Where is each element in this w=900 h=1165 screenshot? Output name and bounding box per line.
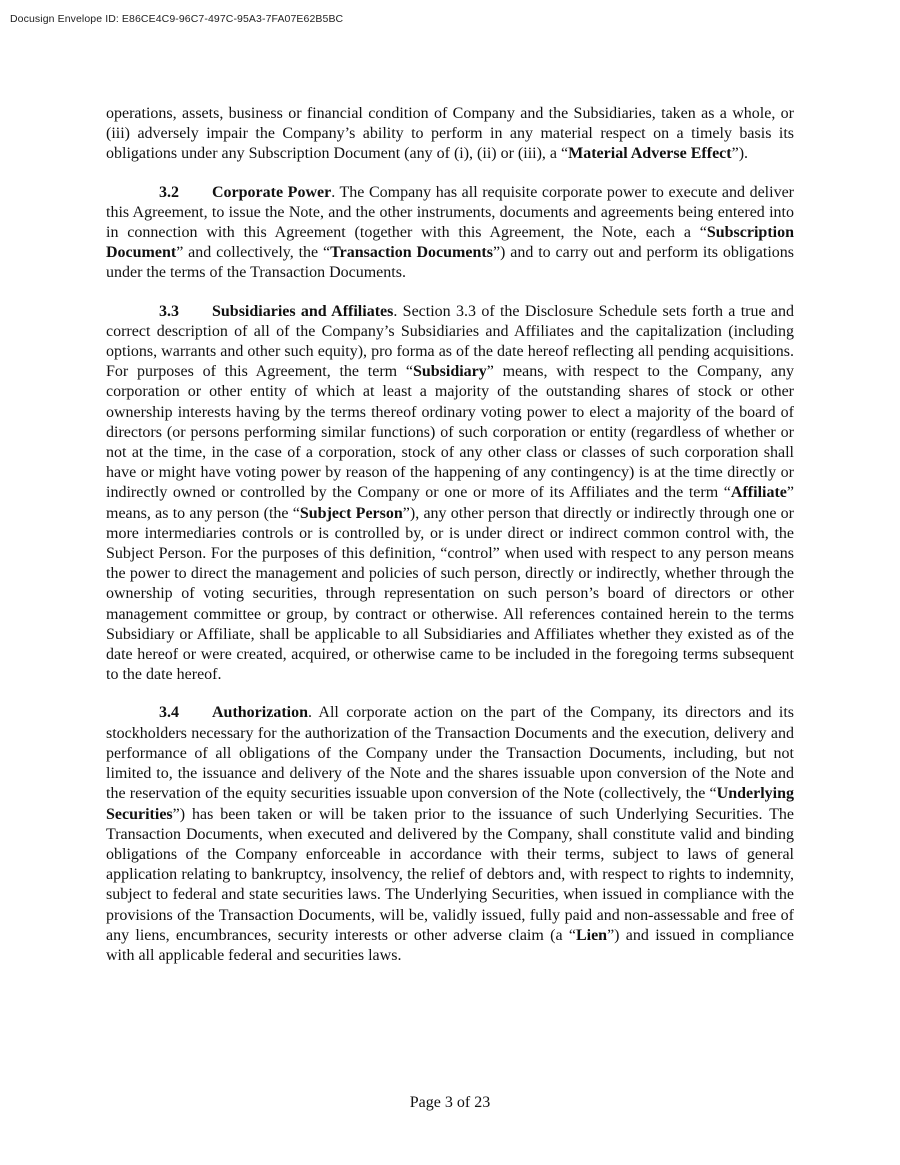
page-number: Page 3 of 23 <box>409 1094 491 1111</box>
section-heading: Subsidiaries and Affiliates <box>212 302 394 320</box>
paragraph-material-adverse-effect <box>106 104 794 165</box>
section-heading: Corporate Power <box>212 183 332 201</box>
section-number: 3.3 <box>159 302 179 320</box>
paragraph-text: ” and collectively, the “ <box>176 244 331 262</box>
document-body <box>106 104 794 966</box>
paragraph-text: ”) and issued in compliance with all applicable federal and securities laws. <box>106 926 795 964</box>
paragraph-text: . All corporate action on the part of the Company, its directors and its stockholders necessary for the authorization of the Transaction Documents and the execution, delivery and performance of all obligations of the Company under the Transaction Documents, including, but not limited to, the issuance and delivery of the Note and the shares issuable upon conversion of the Note and the reservation of the equity securities issuable upon conversion of the Note (collectively, the “ <box>106 704 794 803</box>
paragraph-text: ”) and to carry out and perform its obligations under the terms of the Transaction Documents. <box>106 244 795 282</box>
paragraph-text: ” means, as to any person (the “ <box>106 484 794 522</box>
defined-term: Subject Person <box>299 504 403 522</box>
docusign-envelope-id: Docusign Envelope ID: E86CE4C9-96C7-497C-95A3-7FA07E62B5BC <box>10 13 344 25</box>
defined-term: Material Adverse Effect <box>568 145 732 163</box>
paragraph-text: ”) has been taken or will be taken prior to the issuance of such Underlying Securities. The Transaction Documents, when executed and delivered by the Company, shall constitute valid and binding obligations of the Company enforceable in accordance with their terms, subject to laws of general application relating to bankruptcy, insolvency, the relief of debtors and, with respect to rights to indemnity, subject to federal and state securities laws. The Underlying Securities, when issued in compliance with the provisions of the Transaction Documents, will be, validly issued, fully paid and non-assessable and free of any liens, encumbrances, security interests or other adverse claim (a “ <box>106 805 794 944</box>
section-3-4-authorization <box>106 703 794 966</box>
section-number: 3.2 <box>159 183 179 201</box>
defined-term: Lien <box>575 926 608 944</box>
section-3-3-subsidiaries-and-affiliates <box>106 302 794 686</box>
paragraph-text: operations, assets, business or financial condition of Company and the Subsidiaries, taken as a whole, or (iii) adversely impair the Company’s ability to perform in any material respect on a timely basis its obligations under any Subscription Document (any of (i), (ii) or (iii), a “ <box>106 105 794 163</box>
defined-term: Underlying Securities <box>106 785 794 823</box>
paragraph-text: ” means, with respect to the Company, any corporation or other entity of which at least a majority of the outstanding shares of stock or other ownership interests having by the terms thereof ordinary voting power to elect a majority of the board of directors (or persons performing similar functions) of such corporation or entity (regardless of whether or not at the time, in the case of a corporation, stock of any other class or classes of such corporation shall have or might have voting power by reason of the happening of any contingency) is at the time directly or indirectly owned or controlled by the Company or one or more of its Affiliates and the term “ <box>106 363 795 502</box>
section-heading: Authorization <box>212 704 308 722</box>
paragraph-text: . Section 3.3 of the Disclosure Schedule sets forth a true and correct description of all of the Company’s Subsidiaries and Affiliates and the capitalization (including options, warrants and other such equity), pro forma as of the date hereof reflecting all pending acquisitions. For purposes of this Agreement, the term “ <box>106 302 795 381</box>
paragraph-text: ”), any other person that directly or indirectly through one or more intermediaries controls or is controlled by, or is under direct or indirect common control with, the Subject Person. For the purposes of this definition, “control” when used with respect to any person means the power to direct the management and policies of such person, directly or indirectly, whether through the ownership of voting securities, through representation on such person’s board of directors or other management committee or group, by contract or otherwise. All references contained herein to the terms Subsidiary or Affiliate, shall be applicable to all Subsidiaries and Affiliates whether they existed as of the date hereof or were created, acquired, or otherwise came to be included in the foregoing terms subsequent to the date hereof. <box>106 504 795 684</box>
section-3-2-corporate-power <box>106 183 794 284</box>
defined-term: Subscription Document <box>106 224 794 262</box>
paragraph-text: ”). <box>731 145 749 163</box>
section-number: 3.4 <box>159 704 179 722</box>
defined-term: Affiliate <box>730 484 787 502</box>
paragraph-text: . The Company has all requisite corporate power to execute and deliver this Agreement, to issue the Note, and the other instruments, documents and agreements being entered into in connection with this Agreement (together with this Agreement, the Note, each a “ <box>106 183 794 242</box>
defined-term: Transaction Documents <box>330 244 493 262</box>
defined-term: Subsidiary <box>412 363 487 381</box>
